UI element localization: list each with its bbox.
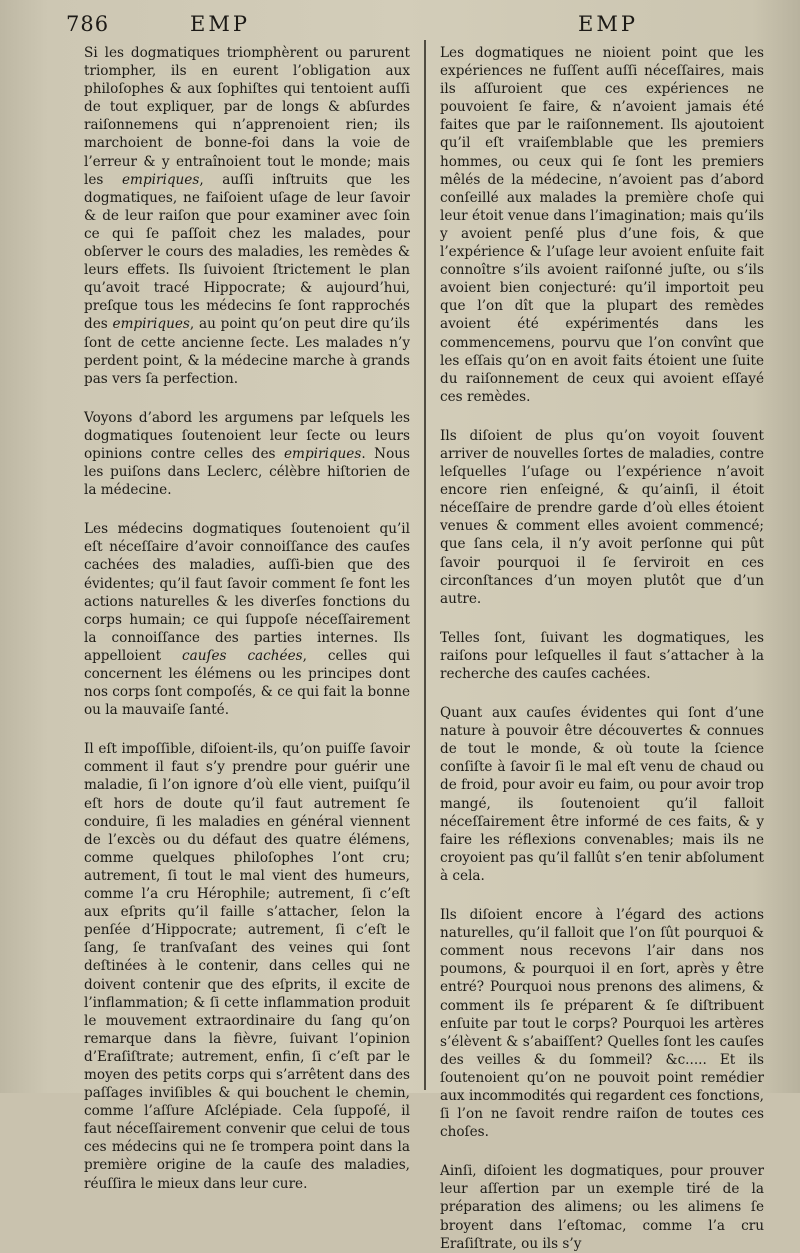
paragraph-text: Voyons d’abord les argumens par leſquels les dogmatiques ſoutenoient leur ſecte ou leurs opinions contre celles des (84, 409, 410, 462)
right-paragraph (440, 1162, 764, 1252)
paragraph-text: . Nous les puiſons dans Leclerc, célèbre hiſtorien de la médecine. (84, 445, 410, 499)
paragraph-text: Ainſi, diſoient les dogmatiques, pour prouver leur aſſertion par un exemple tiré de la préparation des alimens; ou les alimens ſe broyent dans l’eſtomac, comme l’a cru Eraſiſtrate, ou ils s’y (440, 1163, 764, 1252)
right-paragraph (440, 427, 764, 608)
paragraph-text: , au point qu’on peut dire qu’ils ſont de cette ancienne ſecte. Les malades n’y perdent point, & la médecine marche à grands pas vers ſa perfection. (84, 316, 411, 387)
paragraph-text: , auſſi inſtruits que les dogmatiques, ne faiſoient uſage de leur ſavoir & de leur raiſon que pour examiner avec ſoin ce qui ſe paſſoit chez les malades, pour obſerver le cours des maladies, les remèdes & leurs effets. Ils ſuivoient ſtrictement le plan qu’avoit tracé Hippocrate; & aujourd’hui, preſque tous les médecins ſe ſont rapprochés des (84, 171, 410, 333)
right-paragraph (440, 906, 764, 1141)
page-number: 786 (66, 12, 110, 36)
right-paragraph (440, 44, 764, 406)
paragraph-text: , celles qui concernent les élémens ou les principes dont nos corps ſont compoſés, & ce qui fait la bonne ou la mauvaiſe ſanté. (84, 647, 410, 719)
paragraph-text: Il eſt impoſſible, diſoient-ils, qu’on puiſſe ſavoir comment il faut s’y prendre pour guérir une maladie, ſi l’on ignore d’où elle vient, puiſqu’il eſt hors de doute qu’il faut autrement ſe conduire, ſi les maladies en général viennent de l’excès ou du défaut des quatre élémens, comme quelques philoſophes l’ont cru; autrement, ſi tout le mal vient des humeurs, comme l’a cru Hérophile; autrement, ſi c’eſt aux eſprits qu’il faille s’attacher, ſelon la penſée d’Hippocrate; autrement, ſi c’eſt le ſang, ſe tranſvaſant des veines qui ſont deſtinées à le contenir, dans celles qui ne doivent contenir que des eſprits, il excite de l’inflammation; & ſi cette inflammation produit le mouvement extraordinaire du ſang qu’on remarque dans la fièvre, ſuivant l’opinion d’Eraſiſtrate; autrement, enfin, ſi c’eſt par le moyen des petits corps qui s’arrêtent dans des paſſages inviſibles & qui bouchent le chemin, comme l’aſſure Aſclépiade. Cela ſuppoſé, il faut néceſſairement convenir que celui de tous ces médecins qui ne ſe trompera point dans la première origine de la cauſe des maladies, réuſſira le mieux dans leur cure. (84, 741, 410, 1192)
italic-term: empiriques (122, 171, 200, 188)
italic-term: empiriques (284, 445, 362, 462)
right-paragraph (440, 704, 764, 885)
right-column (440, 44, 764, 1253)
column-divider (424, 40, 426, 1090)
right-paragraph (440, 629, 764, 683)
italic-term: empiriques (112, 316, 190, 333)
page-header (0, 12, 800, 42)
running-head-right: EMP (578, 12, 638, 36)
paragraph-text: Les dogmatiques ne nioient point que les expériences ne fuſſent auſſi néceſſaires, mais ils aſſuroient que ces expériences ne pouvoient ſe faire, & n’avoient jamais été faites que par le raiſonnement. Ils ajoutoient qu’il eſt vraiſemblable que les premiers hommes, ou ceux qui ſe ſont les premiers mêlés de la médecine, n’avoient pas d’abord conſeillé aux malades la première choſe qui leur étoit venue dans l’imagination; mais qu’ils y avoient penſé plus d’une fois, & que l’expérience & l’uſage leur avoient enſuite fait connoître s’ils avoient raiſonné juſte, ou s’ils avoient bien conjecturé: qu’il importoit peu que l’on dît que la plupart des remèdes avoient été expérimentés dans les commencemens, pourvu que l’on convînt que les eſſais qu’on en avoit faits étoient une ſuite du raiſonnement de ceux qui avoient eſſayé ces remèdes. (440, 45, 764, 405)
left-paragraph (84, 520, 410, 719)
left-paragraph (84, 44, 410, 388)
left-paragraph (84, 740, 410, 1192)
paragraph-text: Telles ſont, ſuivant les dogmatiques, les raiſons pour leſquelles il faut s’attacher à la recherche des cauſes cachées. (440, 629, 764, 682)
running-head-left: EMP (190, 12, 250, 36)
paragraph-text: Ils diſoient encore à l’égard des actions naturelles, qu’il falloit que l’on ſût pourquoi & comment nous recevons l’air dans nos poumons, & pourquoi il en ſort, après y être entré? Pourquoi nous prenons des alimens, & comment ils ſe préparent & ſe diſtribuent enſuite par tout le corps? Pourquoi les artères s’élèvent & s’abaiſſent? Quelles ſont les cauſes des veilles & du ſommeil? &c..... Et ils ſoutenoient qu’on ne pouvoit point remédier aux incommodités qui regardent ces fonctions, ſi l’on ne ſavoit rendre raiſon de toutes ces choſes. (440, 907, 764, 1141)
paragraph-text: Ils diſoient de plus qu’on voyoit ſouvent arriver de nouvelles ſortes de maladies, contre leſquelles l’uſage ou l’expérience n’avoit encore rien enſeigné, & qu’ainſi, il étoit néceſſaire de prendre garde d’où elles étoient venues & comment elles avoient commencé; que ſans cela, il n’y avoit perſonne qui pût ſavoir pourquoi il ſe ſerviroit en ces circonſtances d’un moyen plutôt que d’un autre. (440, 427, 764, 607)
italic-term: cauſes cachées (181, 647, 303, 664)
left-column (84, 44, 410, 1193)
paragraph-text: Si les dogmatiques triomphèrent ou parurent triompher, ils en eurent l’obligation aux philoſophes & aux ſophiſtes qui tentoient auſſi de tout expliquer, par de longs & abſurdes raiſonnemens qui n’apprenoient rien; ils marchoient de bonne-foi dans la voie de l’erreur & y entraînoient tout le monde; mais les (84, 45, 410, 188)
paragraph-text: Quant aux cauſes évidentes qui ſont d’une nature à pouvoir être découvertes & connues de tout le monde, & où toute la ſcience conſiſte à ſavoir ſi le mal eſt venu de chaud ou de froid, pour avoir eu faim, ou pour avoir trop mangé, ils ſoutenoient qu’il falloit néceſſairement être informé de ces faits, & y faire les réflexions convenables; mais ils ne croyoient pas qu’il fallût s’en tenir abſolument à cela. (440, 705, 764, 884)
paragraph-text: Les médecins dogmatiques ſoutenoient qu’il eſt néceſſaire d’avoir connoiſſance des cauſes cachées des maladies, auſſi-bien que des évidentes; qu’il faut ſavoir comment ſe font les actions naturelles & les diverſes fonctions du corps humain; ce qui ſuppoſe néceſſairement la connoiſſance des parties internes. Ils appelloient (84, 521, 410, 664)
left-paragraph (84, 409, 410, 499)
